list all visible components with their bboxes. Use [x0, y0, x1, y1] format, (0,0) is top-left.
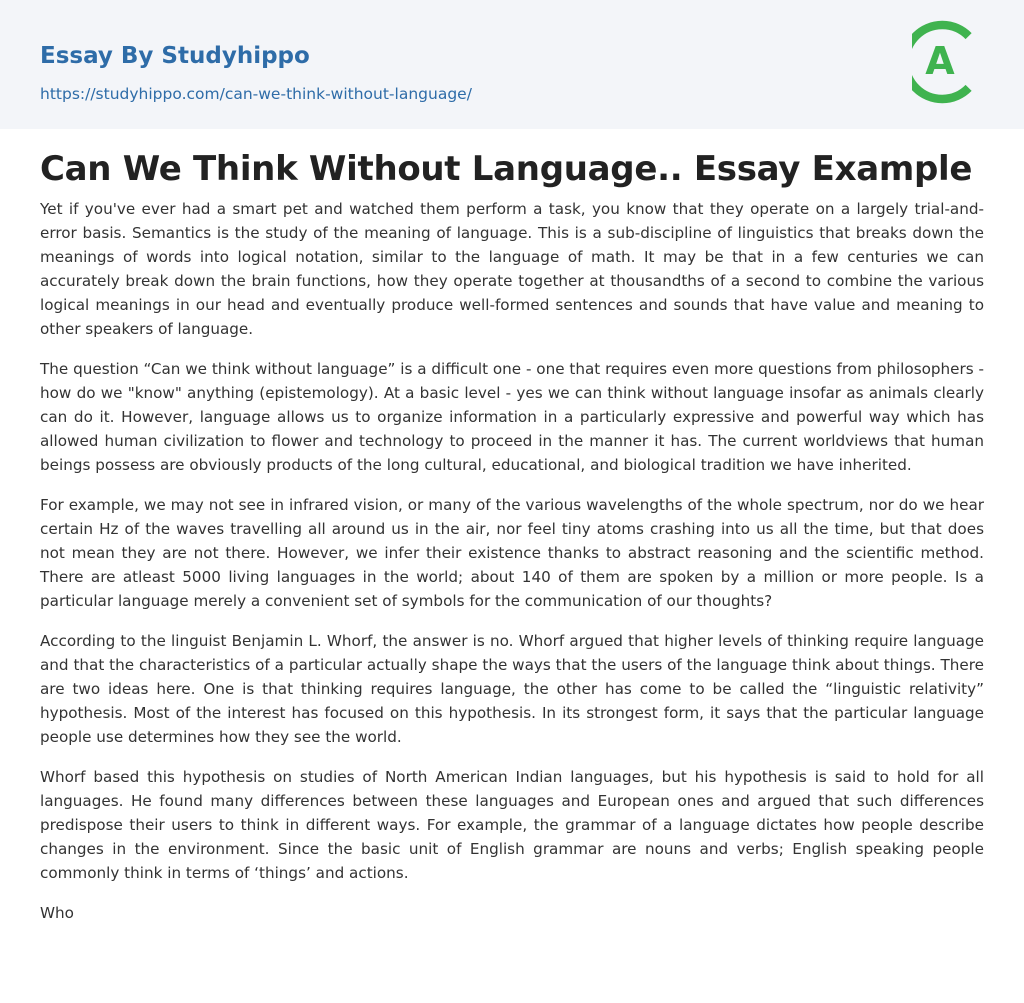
- essay-paragraph-5: Whorf based this hypothesis on studies of North American Indian languages, but his hypothesis is said to hold for all languages. He found many differences between these languages and European ones and argued that such differences predispose their users to think in different ways. For example, the grammar of a language dictates how people describe changes in the environment. Since the basic unit of English grammar are nouns and verbs; English speaking people commonly think in terms of ‘things’ and actions.: [40, 768, 984, 882]
- essay-content: [40, 129, 984, 941]
- essay-title: Can We Think Without Language.. Essay Example: [40, 149, 973, 189]
- studyhippo-logo-icon[interactable]: [912, 19, 986, 105]
- site-header: [0, 0, 1024, 129]
- essay-body: [40, 197, 984, 925]
- essay-paragraph-1: Yet if you've ever had a smart pet and watched them perform a task, you know that they operate on a largely trial-and-error basis. Semantics is the study of the meaning of language. This is a sub-discipline of linguistics that breaks down the meanings of words into logical notation, similar to the language of math. It may be that in a few centuries we can accurately break down the brain functions, how they operate together at thousandths of a second to combine the various logical meanings in our head and eventually produce well-formed sentences and sounds that have value and meaning to other speakers of language.: [40, 200, 984, 338]
- brand-title[interactable]: Essay By Studyhippo: [40, 43, 310, 69]
- source-url-link[interactable]: https://studyhippo.com/can-we-think-without-language/: [40, 85, 472, 103]
- essay-paragraph-4: According to the linguist Benjamin L. Whorf, the answer is no. Whorf argued that higher levels of thinking require language and that the characteristics of a particular actually shape the ways that the users of the language think about things. There are two ideas here. One is that thinking requires language, the other has come to be called the “linguistic relativity” hypothesis. Most of the interest has focused on this hypothesis. In its strongest form, it says that the particular language people use determines how they see the world.: [40, 632, 984, 746]
- essay-paragraph-2: The question “Can we think without language” is a difficult one - one that requires even more questions from philosophers - how do we "know" anything (epistemology). At a basic level - yes we can think without language insofar as animals clearly can do it. However, language allows us to organize information in a particularly expressive and powerful way which has allowed human civilization to flower and technology to proceed in the manner it has. The current worldviews that human beings possess are obviously products of the long cultural, educational, and biological tradition we have inherited.: [40, 360, 984, 474]
- logo-letter: A: [925, 39, 955, 83]
- essay-paragraph-6: Who: [40, 904, 74, 922]
- essay-paragraph-3: For example, we may not see in infrared vision, or many of the various wavelengths of the whole spectrum, nor do we hear certain Hz of the waves travelling all around us in the air, nor feel tiny atoms crashing into us all the time, but that does not mean they are not there. However, we infer their existence thanks to abstract reasoning and the scientific method. There are atleast 5000 living languages in the world; about 140 of them are spoken by a million or more people. Is a particular language merely a convenient set of symbols for the communication of our thoughts?: [40, 496, 984, 610]
